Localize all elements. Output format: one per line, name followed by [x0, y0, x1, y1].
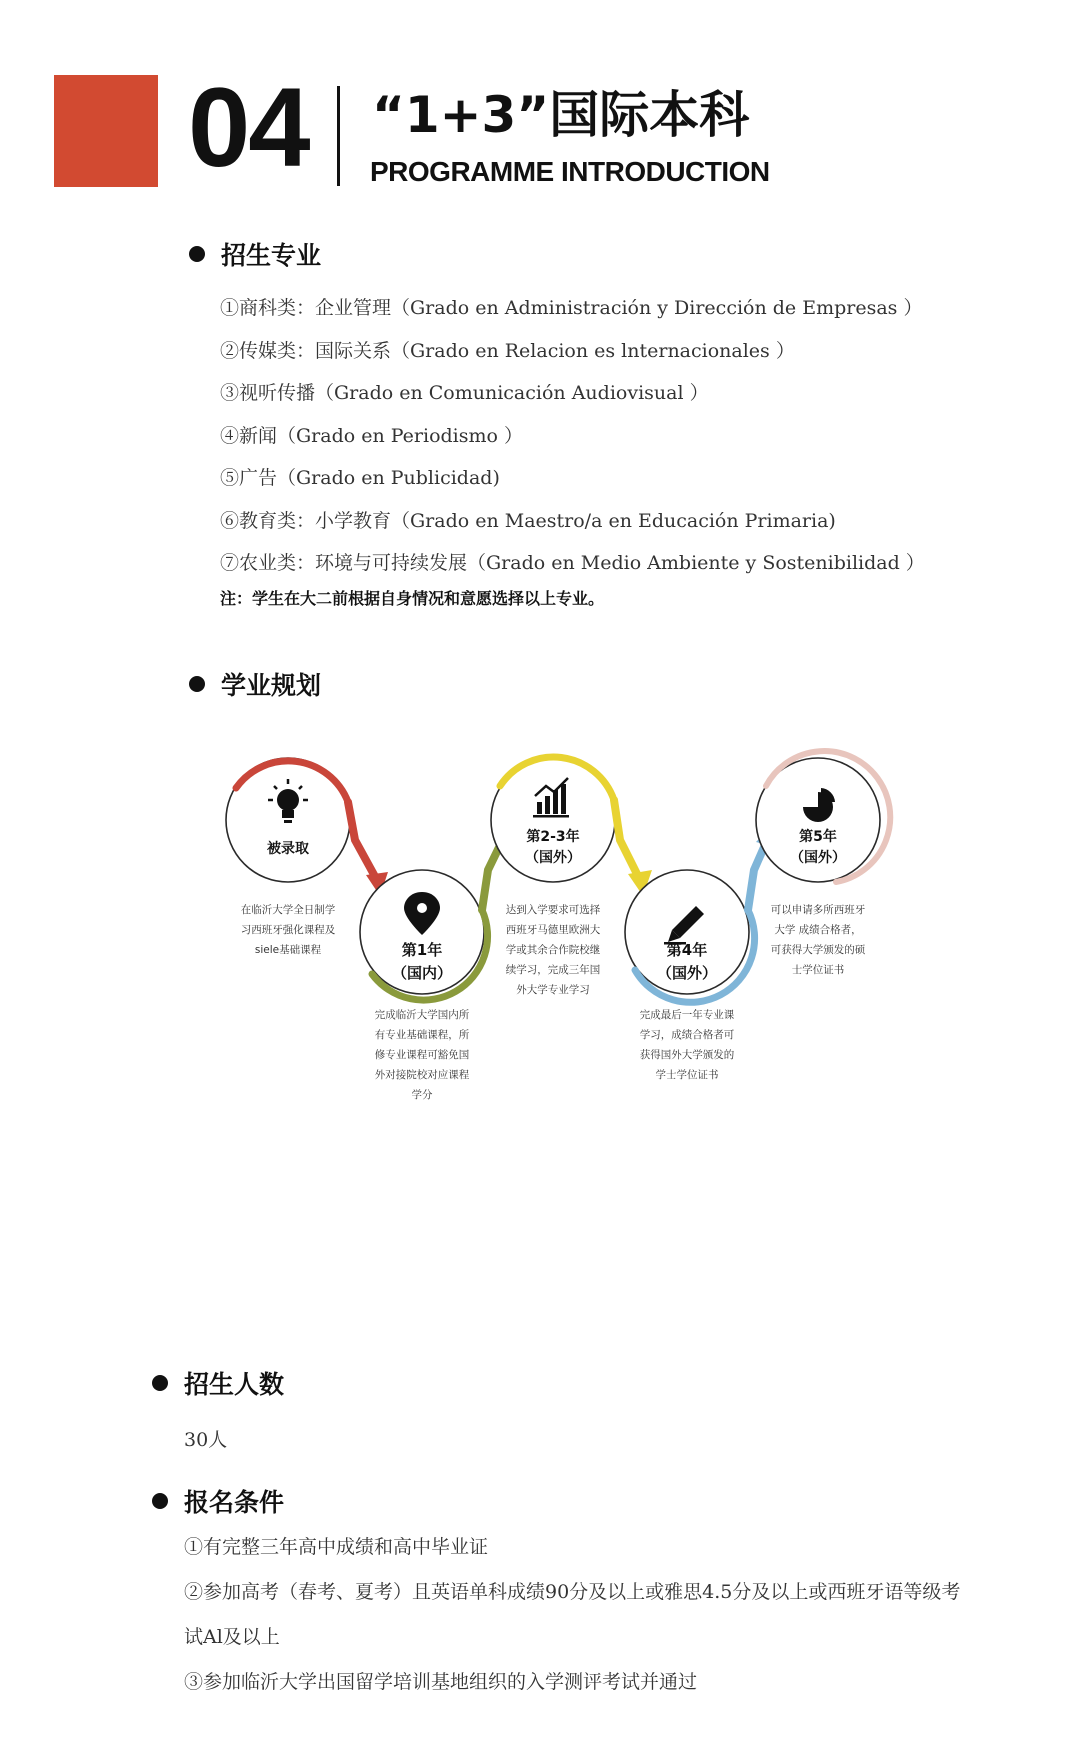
enrollment-heading	[152, 1365, 284, 1401]
requirements-heading-text: 报名条件	[184, 1488, 285, 1517]
plan-heading-text: 学业规划	[221, 671, 322, 700]
stage-label: 第2-3年	[526, 829, 580, 845]
stage-description-year-2-3: 达到入学要求可选择 西班牙马德里欧洲大 学或其余合作院校继 续学习，完成三年国 外大学专业学习	[505, 904, 601, 996]
majors-heading-text: 招生专业	[221, 241, 322, 270]
stage-label: 第5年	[799, 829, 837, 845]
page-subtitle: PROGRAMME INTRODUCTION	[370, 156, 770, 187]
majors-list	[220, 287, 925, 585]
stage-description-year-5: 可以申请多所西班牙 大学 成绩合格者， 可获得大学颁发的硕 士学位证书	[770, 904, 866, 976]
stage-description-year-4: 完成最后一年专业课 学习，成绩合格者可 获得国外大学颁发的 学士学位证书	[639, 1009, 735, 1081]
stage-description-admitted: 在临沂大学全日制学 习西班牙强化课程及 siele基础课程	[240, 904, 336, 956]
major-item: ⑤广告（Grado en Publicidad)	[220, 467, 500, 489]
requirements-list	[184, 1525, 964, 1705]
stage-year-2-3	[491, 757, 652, 896]
requirement-item: ③参加临沂大学出国留学培训基地组织的入学测评考试并通过	[184, 1671, 698, 1693]
requirements-heading	[152, 1483, 284, 1519]
majors-note: 注：学生在大二前根据自身情况和意愿选择以上专业。	[220, 589, 605, 608]
stage-label: 被录取	[267, 841, 309, 857]
section-number: 04	[188, 65, 309, 190]
enrollment-count: 30人	[184, 1429, 228, 1451]
stage-sublabel: （国外）	[656, 964, 718, 982]
stage-description-year-1: 完成临沂大学国内所 有专业基础课程，所 修专业课程可豁免国 外对接院校对应课程 学分	[374, 1009, 470, 1101]
major-item: ③视听传播（Grado en Comunicación Audiovisual ）	[220, 382, 709, 404]
major-item: ⑥教育类：小学教育（Grado en Maestro/a en Educación Primaria)	[220, 509, 836, 532]
major-item: ⑦农业类：环境与可持续发展（Grado en Medio Ambiente y Sostenibilidad ）	[220, 552, 925, 574]
bullet-icon	[189, 246, 205, 262]
stage-sublabel: （国内）	[391, 964, 453, 982]
plan-heading	[189, 666, 321, 702]
major-item: ④新闻（Grado en Periodismo ）	[220, 424, 524, 447]
stage-sublabel: （国外）	[790, 850, 846, 866]
page-title: “1+3”国际本科	[372, 86, 750, 144]
requirement-item: ②参加高考（春考、夏考）且英语单科成绩90分及以上或雅思4.5分及以上或西班牙语等级考试Al及以上	[184, 1581, 961, 1648]
bullet-icon	[152, 1375, 168, 1391]
stage-admitted	[226, 758, 388, 896]
requirement-item: ①有完整三年高中成绩和高中毕业证	[184, 1536, 489, 1558]
stage-label: 第1年	[401, 941, 443, 959]
header-divider	[337, 86, 340, 186]
enrollment-heading-text: 招生人数	[184, 1370, 285, 1399]
bullet-icon	[152, 1493, 168, 1509]
major-item: ②传媒类：国际关系（Grado en Relacion es lnternacionales ）	[220, 339, 795, 362]
major-item: ①商科类：企业管理（Grado en Administración y Dirección de Empresas ）	[220, 297, 923, 319]
stage-label: 第4年	[666, 941, 708, 959]
stage-sublabel: （国外）	[525, 850, 581, 866]
bullet-icon	[189, 676, 205, 692]
majors-heading	[189, 236, 321, 272]
header-color-block	[54, 75, 158, 187]
